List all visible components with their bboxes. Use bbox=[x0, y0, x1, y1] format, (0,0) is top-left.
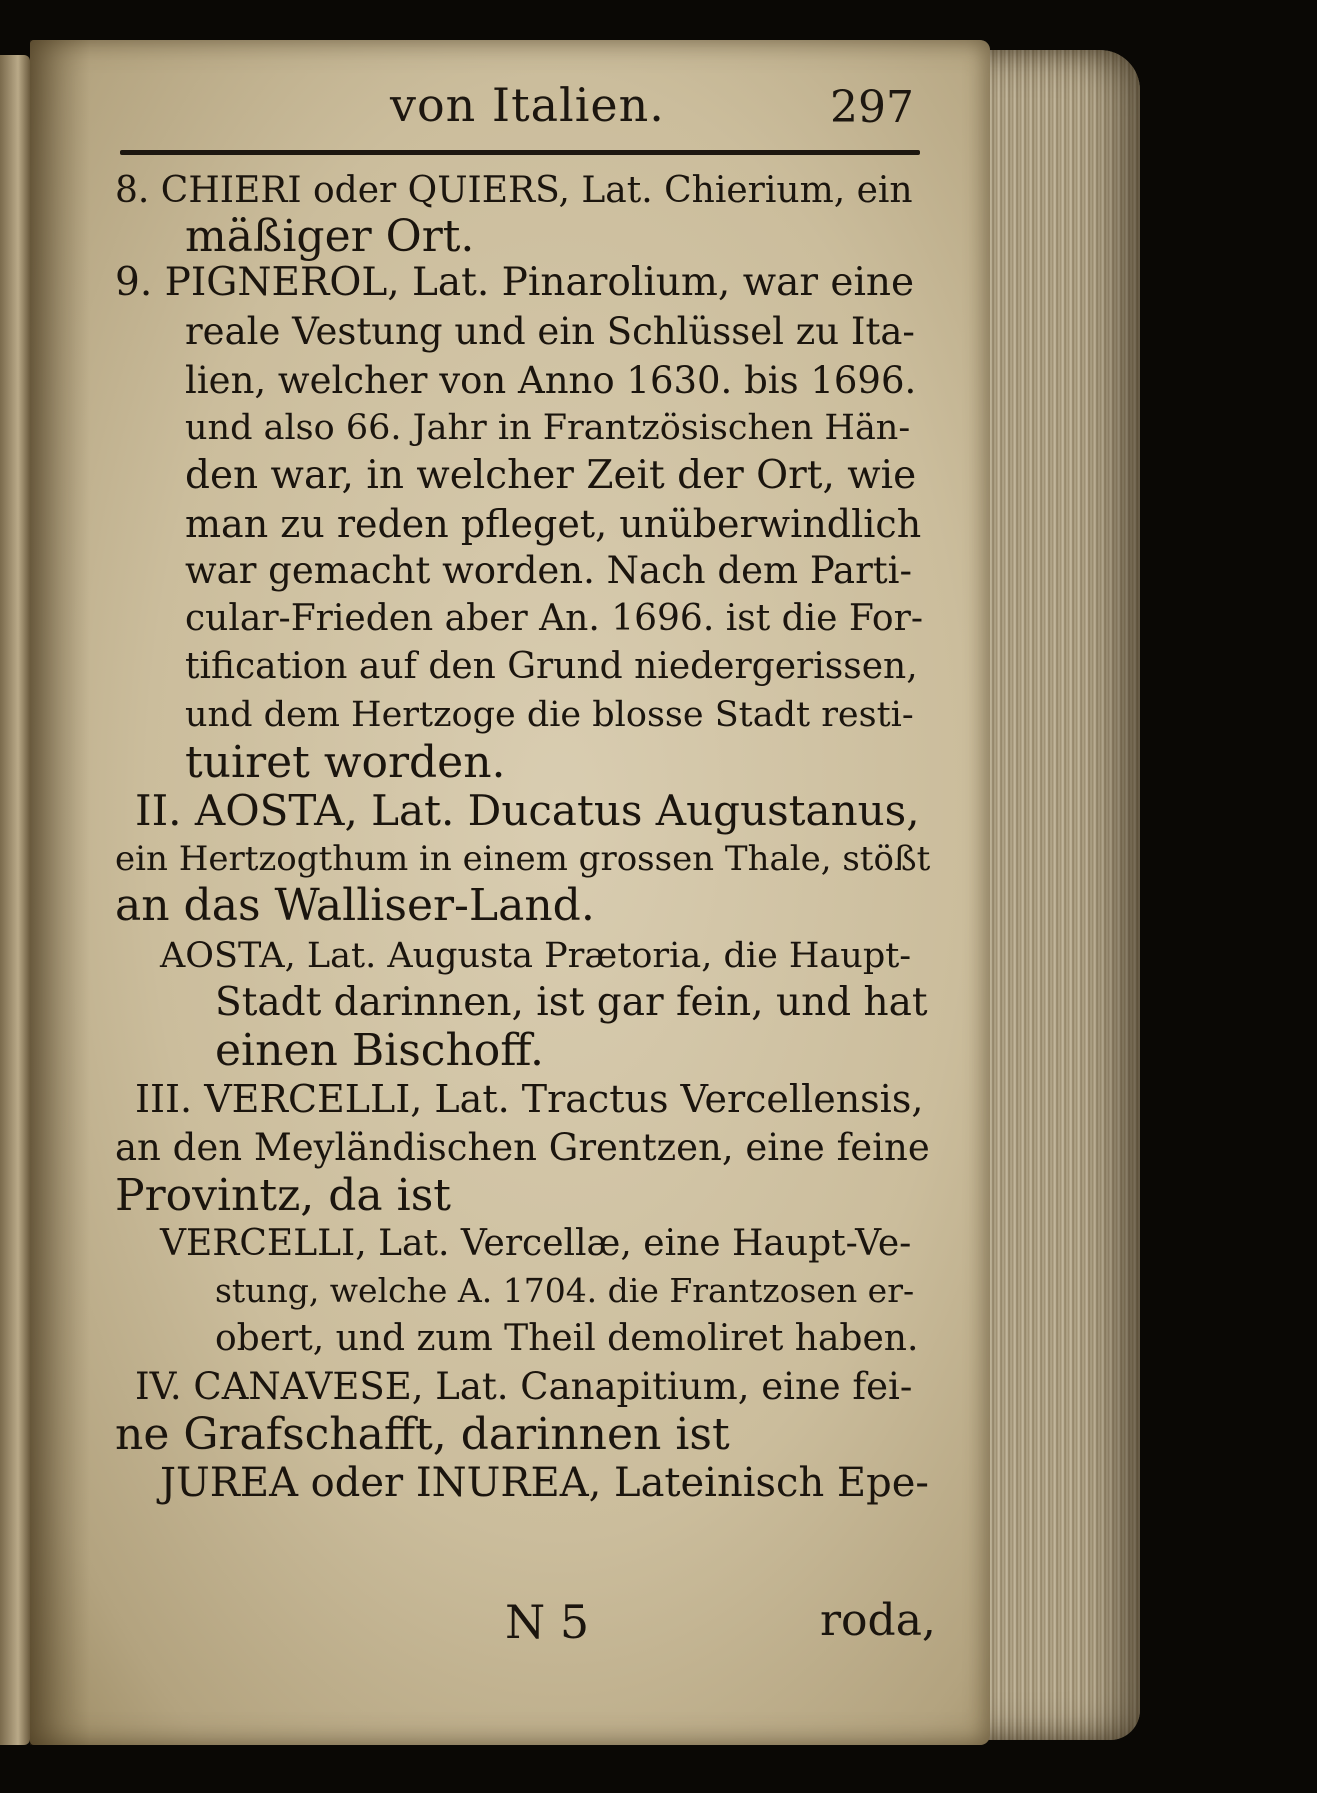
text-line: VERCELLI, Lat. Vercellæ, eine Haupt-Ve- bbox=[160, 1223, 912, 1264]
text-line: an das Walliser-Land. bbox=[115, 880, 595, 931]
text-line: Provintz, da ist bbox=[115, 1170, 451, 1221]
facing-page-edge bbox=[0, 55, 30, 1745]
text-line: lien, welcher von Anno 1630. bis 1696. bbox=[185, 359, 917, 402]
catchword: roda, bbox=[820, 1595, 936, 1646]
text-line: mäßiger Ort. bbox=[185, 211, 475, 262]
running-title: von Italien. bbox=[390, 78, 665, 132]
text-line: den war, in welcher Zeit der Ort, wie bbox=[185, 453, 917, 498]
page-header bbox=[120, 78, 920, 138]
header-rule bbox=[120, 150, 920, 155]
text-line: ne Grafschafft, darinnen ist bbox=[115, 1409, 730, 1460]
text-line: ein Hertzogthum in einem grossen Thale, stößt bbox=[115, 839, 931, 879]
text-line: JUREA oder INUREA, Lateinisch Epe- bbox=[160, 1460, 929, 1506]
text-line: war gemacht worden. Nach dem Parti- bbox=[185, 549, 913, 592]
text-line: reale Vestung und ein Schlüssel zu Ita- bbox=[185, 310, 915, 353]
book-fore-edge bbox=[965, 50, 1140, 1740]
text-line: und also 66. Jahr in Frantzösischen Hän- bbox=[185, 408, 911, 448]
spine-shadow bbox=[30, 40, 90, 1745]
page-footer bbox=[120, 1595, 936, 1655]
text-line: man zu reden pfleget, unüberwindlich bbox=[185, 502, 922, 546]
text-line: Stadt darinnen, ist gar fein, und hat bbox=[215, 980, 928, 1025]
text-line: cular-Frieden aber An. 1696. ist die For- bbox=[185, 598, 923, 639]
text-line: obert, und zum Theil demoliret haben. bbox=[215, 1318, 919, 1359]
text-line: III. VERCELLI, Lat. Tractus Vercellensis, bbox=[135, 1077, 924, 1121]
text-line: tification auf den Grund niedergerissen, bbox=[185, 646, 918, 687]
text-line: einen Bischoff. bbox=[215, 1025, 544, 1076]
signature-mark: N 5 bbox=[505, 1595, 590, 1649]
page-number: 297 bbox=[830, 82, 914, 133]
text-line: tuiret worden. bbox=[185, 737, 506, 788]
text-line: 9. PIGNEROL, Lat. Pinarolium, war eine bbox=[115, 260, 915, 305]
text-line: 8. CHIERI oder QUIERS, Lat. Chierium, ein bbox=[115, 170, 913, 211]
text-line: AOSTA, Lat. Augusta Prætoria, die Haupt- bbox=[160, 936, 912, 976]
text-line: an den Meyländischen Grentzen, eine feine bbox=[115, 1126, 930, 1169]
text-line: stung, welche A. 1704. die Frantzosen er- bbox=[215, 1271, 915, 1310]
text-line: IV. CANAVESE, Lat. Canapitium, eine fei- bbox=[135, 1365, 913, 1408]
text-line: II. AOSTA, Lat. Ducatus Augustanus, bbox=[135, 786, 920, 835]
text-line: und dem Hertzoge die blosse Stadt resti- bbox=[185, 695, 914, 735]
